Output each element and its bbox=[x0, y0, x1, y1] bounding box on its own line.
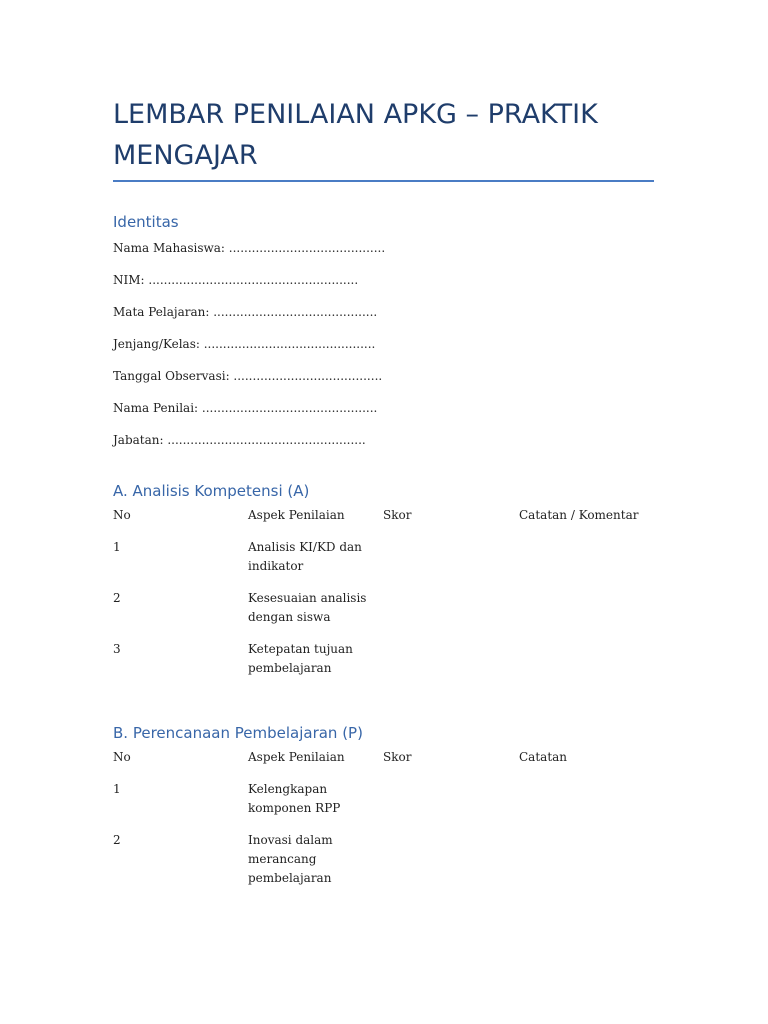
field-jenjang-kelas: Jenjang/Kelas: ............................................. bbox=[113, 337, 376, 351]
row-number: 1 bbox=[113, 540, 121, 554]
table-header-catatan: Catatan bbox=[519, 750, 568, 764]
row-aspek: Kesesuaian analisis dengan siswa bbox=[248, 591, 367, 624]
row-aspek: Ketepatan tujuan pembelajaran bbox=[248, 642, 353, 675]
row-aspek: Analisis KI/KD dan indikator bbox=[248, 540, 362, 573]
field-nim: NIM: ....................................................... bbox=[113, 273, 359, 287]
row-number: 2 bbox=[113, 833, 121, 847]
table-header-no: No bbox=[113, 508, 131, 522]
field-mata-pelajaran: Mata Pelajaran: ........................................... bbox=[113, 305, 378, 319]
field-jabatan: Jabatan: .................................................... bbox=[113, 433, 366, 447]
table-header-skor: Skor bbox=[383, 508, 412, 522]
table-header-catatan: Catatan / Komentar bbox=[519, 508, 639, 522]
document-title: LEMBAR PENILAIAN APKG – PRAKTIK MENGAJAR bbox=[113, 99, 598, 171]
table-header-no: No bbox=[113, 750, 131, 764]
table-header-skor: Skor bbox=[383, 750, 412, 764]
section-b-heading: B. Perencanaan Pembelajaran (P) bbox=[113, 724, 363, 742]
field-nama-mahasiswa: Nama Mahasiswa: ......................................... bbox=[113, 241, 386, 255]
title-underline bbox=[113, 180, 654, 182]
row-number: 1 bbox=[113, 782, 121, 796]
row-number: 3 bbox=[113, 642, 121, 656]
table-header-aspek: Aspek Penilaian bbox=[248, 750, 345, 764]
field-tanggal-observasi: Tanggal Observasi: ....................................... bbox=[113, 369, 383, 383]
identitas-heading: Identitas bbox=[113, 213, 179, 231]
field-nama-penilai: Nama Penilai: .............................................. bbox=[113, 401, 378, 415]
section-a-heading: A. Analisis Kompetensi (A) bbox=[113, 482, 310, 500]
row-number: 2 bbox=[113, 591, 121, 605]
table-header-aspek: Aspek Penilaian bbox=[248, 508, 345, 522]
row-aspek: Kelengkapan komponen RPP bbox=[248, 782, 341, 815]
row-aspek: Inovasi dalam merancang pembelajaran bbox=[248, 833, 333, 885]
